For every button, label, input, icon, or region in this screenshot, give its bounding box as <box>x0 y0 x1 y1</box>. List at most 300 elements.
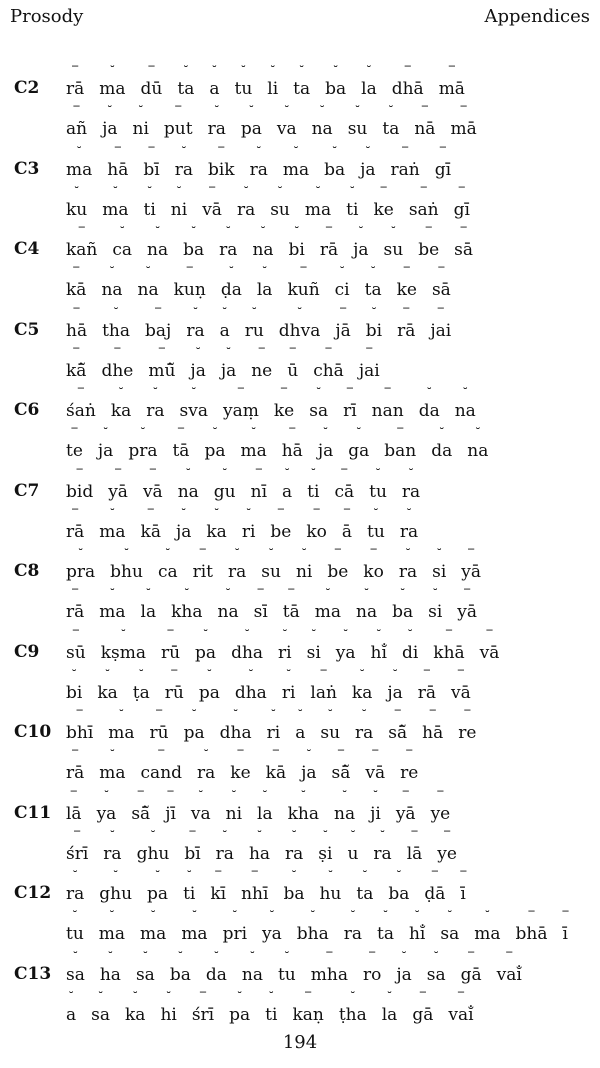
short-mark: ˘ <box>349 828 356 843</box>
short-mark: ˘ <box>401 949 408 964</box>
verse-line <box>66 144 594 180</box>
syllable: ˘ ma <box>140 909 167 944</box>
short-mark: ˘ <box>365 64 372 78</box>
syllable: ‾ re <box>400 748 419 783</box>
syllable: ˘ ni <box>295 547 313 582</box>
syllable: ‾ rī <box>343 386 357 421</box>
short-mark: ˘ <box>180 506 187 521</box>
syllable: ˘ ca <box>112 225 133 260</box>
syllable: ˘ ha <box>248 828 271 864</box>
verse-c2 <box>0 62 600 143</box>
short-mark: ˘ <box>213 949 220 964</box>
short-mark: ˘ <box>132 989 139 1004</box>
short-mark: ˘ <box>250 426 257 440</box>
syllable: ‾ vai̐ <box>496 949 522 985</box>
syllable: ˘ sa <box>135 949 155 985</box>
short-mark: ˘ <box>77 547 84 561</box>
syllable: ‾ rā <box>66 587 85 622</box>
syllable: ‾ chā <box>313 345 344 381</box>
syllable: ˘ sa <box>426 949 446 985</box>
syllable: ‾ rā <box>66 64 85 99</box>
short-mark: ˘ <box>293 225 300 239</box>
short-mark: ˘ <box>206 667 213 682</box>
syllable: ˘ na <box>334 788 356 824</box>
verse-c5 <box>0 304 600 385</box>
syllable: ˘ da <box>205 949 227 985</box>
long-mark: ‾ <box>397 426 404 440</box>
syllable: ‾ ne <box>251 345 273 381</box>
long-mark: ‾ <box>460 104 467 118</box>
verse-line <box>66 386 594 421</box>
long-mark: ‾ <box>366 345 373 360</box>
long-mark: ‾ <box>337 748 344 762</box>
long-mark: ‾ <box>372 748 379 762</box>
short-mark: ˘ <box>221 828 228 843</box>
syllable: ˘ la <box>256 265 273 300</box>
long-mark: ‾ <box>445 627 452 642</box>
short-mark: ˘ <box>359 667 366 682</box>
short-mark: ˘ <box>228 265 235 279</box>
short-mark: ˘ <box>104 667 111 682</box>
syllable: ˘ ta <box>377 909 394 944</box>
syllable: ˘ ja <box>102 104 118 139</box>
syllable: ‾ bī <box>184 828 201 864</box>
syllable: ˘ ni <box>225 788 243 824</box>
verse-line <box>66 869 594 904</box>
syllable: ˘ ta <box>382 104 400 139</box>
verse-c12 <box>0 867 600 948</box>
long-mark: ‾ <box>429 708 436 722</box>
short-mark: ˘ <box>408 466 415 481</box>
short-mark: ˘ <box>225 587 232 601</box>
syllable: ‾ ko <box>306 506 327 542</box>
long-mark: ‾ <box>73 265 80 279</box>
short-mark: ˘ <box>327 708 334 722</box>
syllable: ˘ ma <box>66 144 93 180</box>
syllable: ˘ pa <box>195 627 217 663</box>
verse-label: C10 <box>14 722 52 742</box>
syllable: ˘ ma <box>474 909 501 944</box>
syllable: ˘ ti <box>143 184 156 220</box>
syllable: ‾ gā <box>460 949 482 985</box>
short-mark: ˘ <box>404 547 411 561</box>
syllable: ˘ ka <box>125 989 146 1025</box>
short-mark: ˘ <box>291 828 298 843</box>
syllable: ˘ ra <box>373 828 392 864</box>
short-mark: ˘ <box>438 426 445 440</box>
syllable: ˘ pra <box>128 426 158 461</box>
short-mark: ˘ <box>349 989 356 1004</box>
long-mark: ‾ <box>255 466 262 481</box>
syllable: ˘ a <box>219 305 230 341</box>
syllable: ‾ sā̃ <box>331 748 351 783</box>
short-mark: ˘ <box>118 708 125 722</box>
syllable: ˘ ta <box>293 64 311 99</box>
long-mark: ‾ <box>73 305 80 320</box>
long-mark: ‾ <box>506 949 513 964</box>
syllable: ˘ si <box>306 627 321 663</box>
long-mark: ‾ <box>457 667 464 682</box>
short-mark: ˘ <box>315 184 322 199</box>
syllable: ‾ cā <box>334 466 355 502</box>
short-mark: ˘ <box>72 869 79 883</box>
short-mark: ˘ <box>146 184 153 199</box>
syllable: ˘ la <box>257 788 273 824</box>
short-mark: ˘ <box>382 909 389 923</box>
verse-label: C12 <box>14 883 52 903</box>
syllable: ˘ ja <box>396 949 412 985</box>
syllable: ‾ tā <box>282 587 300 622</box>
syllable: ‾ hā <box>107 144 129 180</box>
short-mark: ˘ <box>243 184 250 199</box>
long-mark: ‾ <box>403 305 410 320</box>
short-mark: ˘ <box>298 64 305 78</box>
long-mark: ‾ <box>148 144 155 159</box>
syllable: ˘ ra <box>186 305 205 341</box>
verse-line <box>66 466 594 502</box>
short-mark: ˘ <box>225 345 232 360</box>
syllable: ˘ la <box>381 989 398 1025</box>
syllable: ˘ pa <box>240 104 262 139</box>
short-mark: ˘ <box>120 627 127 642</box>
syllable: ˘ da <box>431 426 453 461</box>
short-mark: ˘ <box>305 748 312 762</box>
verse-line <box>66 989 594 1025</box>
short-mark: ˘ <box>372 506 379 521</box>
long-mark: ‾ <box>406 748 413 762</box>
short-mark: ˘ <box>103 788 110 803</box>
syllable: ‾ rū <box>149 708 169 743</box>
syllable: ˘ a <box>282 466 293 502</box>
syllable: ˘ tu <box>369 466 387 502</box>
verse-label: C9 <box>14 641 40 662</box>
long-mark: ‾ <box>277 506 284 521</box>
short-mark: ˘ <box>177 949 184 964</box>
syllable: ˘ si <box>432 547 447 582</box>
long-mark: ‾ <box>272 748 279 762</box>
syllable: ˘ hi̐ <box>408 909 426 944</box>
short-mark: ˘ <box>433 949 440 964</box>
syllable: ˘ bi <box>288 225 305 260</box>
short-mark: ˘ <box>118 386 125 400</box>
short-mark: ˘ <box>108 265 115 279</box>
syllable: ˘ dhva <box>278 305 321 341</box>
syllable: ‾ śaṅ <box>66 386 96 421</box>
syllable: ˘ tu <box>277 949 296 985</box>
short-mark: ˘ <box>112 869 119 883</box>
syllable: ‾ jī <box>165 788 176 824</box>
syllable: ˘ ja <box>353 225 369 260</box>
syllable: ˘ va <box>276 104 297 139</box>
syllable: ˘ dha <box>234 667 267 703</box>
short-mark: ˘ <box>213 104 220 118</box>
syllable: ‾ kā <box>66 265 87 300</box>
short-mark: ˘ <box>407 627 414 642</box>
verse-label: C8 <box>14 561 40 581</box>
long-mark: ‾ <box>218 144 225 159</box>
short-mark: ˘ <box>484 909 491 923</box>
short-mark: ˘ <box>301 547 308 561</box>
short-mark: ˘ <box>379 828 386 843</box>
short-mark: ˘ <box>268 989 275 1004</box>
syllable: ‾ yaṃ <box>222 386 259 421</box>
verse-label: C6 <box>14 400 40 420</box>
short-mark: ˘ <box>232 708 239 722</box>
long-mark: ‾ <box>155 305 162 320</box>
long-mark: ‾ <box>251 869 258 883</box>
syllable: ˘ ra <box>399 506 419 542</box>
syllable: ‾ baj <box>145 305 172 341</box>
syllable: ˘ ja <box>387 667 403 703</box>
short-mark: ˘ <box>203 748 210 762</box>
verse-c11 <box>0 787 600 868</box>
syllable: ˘ si <box>428 587 443 622</box>
syllable: ‾ jai <box>358 345 380 381</box>
short-mark: ˘ <box>268 547 275 561</box>
syllable: ˘ la <box>140 587 157 622</box>
long-mark: ‾ <box>288 587 295 601</box>
short-mark: ˘ <box>249 949 256 964</box>
syllable: ˘ gu <box>213 466 236 502</box>
long-mark: ‾ <box>77 386 84 400</box>
short-mark: ˘ <box>109 64 116 78</box>
long-mark: ‾ <box>114 144 121 159</box>
long-mark: ‾ <box>281 386 288 400</box>
syllable: ˘ ku <box>66 184 88 220</box>
long-mark: ‾ <box>457 989 464 1004</box>
syllable: ˘ ha <box>99 949 121 985</box>
syllable: ‾ lā <box>406 828 423 864</box>
long-mark: ‾ <box>147 506 154 521</box>
syllable: ‾ vā <box>142 466 163 502</box>
syllable: ‾ gī <box>434 144 452 180</box>
short-mark: ˘ <box>414 909 421 923</box>
short-mark: ˘ <box>191 909 198 923</box>
syllable: ˘ sa <box>309 386 329 421</box>
syllable: ˘ ka <box>206 506 227 542</box>
short-mark: ˘ <box>185 466 192 481</box>
short-mark: ˘ <box>145 587 152 601</box>
syllable: ˘ na <box>311 104 333 139</box>
long-mark: ‾ <box>420 184 427 199</box>
long-mark: ‾ <box>404 64 411 78</box>
syllable: ‾ raṅ <box>390 144 420 180</box>
syllable: ˘ ṭha <box>338 989 367 1025</box>
long-mark: ‾ <box>425 225 432 239</box>
syllable: ‾ hā <box>66 305 88 341</box>
verse-line <box>66 909 594 944</box>
syllable: ‾ yā <box>461 547 482 582</box>
short-mark: ˘ <box>197 788 204 803</box>
long-mark: ‾ <box>325 345 332 360</box>
syllable: ˘ pa <box>147 869 169 904</box>
syllable: ‾ sū <box>66 627 86 663</box>
verse-label: C5 <box>14 319 40 340</box>
long-mark: ‾ <box>402 788 409 803</box>
syllable: ˘ na <box>137 265 159 300</box>
long-mark: ‾ <box>74 828 81 843</box>
long-mark: ‾ <box>72 64 79 78</box>
short-mark: ˘ <box>446 909 453 923</box>
syllable: ˘ da <box>418 386 440 421</box>
syllable: ˘ ya <box>335 627 356 663</box>
short-mark: ˘ <box>354 104 361 118</box>
short-mark: ˘ <box>270 708 277 722</box>
verse-line <box>66 345 594 381</box>
syllable: ‾ be <box>327 547 349 582</box>
syllable: ‾ rā <box>397 305 416 341</box>
syllable: ˘ ja <box>360 144 376 180</box>
syllable: ˘ bhu <box>110 547 143 582</box>
long-mark: ‾ <box>431 869 438 883</box>
verse-label: C7 <box>14 480 40 501</box>
syllable: ‾ rā <box>66 748 85 783</box>
syllable: ‾ vai̐ <box>448 989 474 1025</box>
short-mark: ˘ <box>138 667 145 682</box>
syllable: ‾ bhī <box>66 708 94 743</box>
syllable: ˘ ba <box>324 144 346 180</box>
short-mark: ˘ <box>221 305 228 320</box>
verse-line <box>66 788 594 824</box>
syllable: ‾ rū <box>164 667 184 703</box>
syllable: ˘ bi <box>66 667 83 703</box>
syllable: ˘ su <box>347 104 368 139</box>
verse-line <box>66 426 594 461</box>
syllable: ˘ ka <box>110 386 132 421</box>
short-mark: ˘ <box>290 869 297 883</box>
short-mark: ˘ <box>281 627 288 642</box>
short-mark: ˘ <box>361 708 368 722</box>
long-mark: ‾ <box>73 345 80 360</box>
syllable: ˘ na <box>356 587 378 622</box>
syllable: ˘ tu <box>66 909 84 944</box>
syllable: ‾ dū <box>140 64 163 99</box>
syllable: ‾ dhe <box>101 345 134 381</box>
syllable: ‾ yā <box>108 466 128 502</box>
long-mark: ‾ <box>444 828 451 843</box>
short-mark: ˘ <box>247 667 254 682</box>
long-mark: ‾ <box>320 667 327 682</box>
long-mark: ‾ <box>340 305 347 320</box>
short-mark: ˘ <box>109 506 116 521</box>
short-mark: ˘ <box>386 989 393 1004</box>
long-mark: ‾ <box>411 828 418 843</box>
long-mark: ‾ <box>464 587 471 601</box>
verse-label: C3 <box>14 158 40 179</box>
short-mark: ˘ <box>322 828 329 843</box>
long-mark: ‾ <box>334 547 341 561</box>
syllable: ˘ ma <box>108 708 135 743</box>
long-mark: ‾ <box>369 949 376 964</box>
verse-c6 <box>0 384 600 465</box>
syllable: ˘ ṭa <box>132 667 150 703</box>
short-mark: ˘ <box>310 466 317 481</box>
syllable: ˘ ga <box>348 426 370 461</box>
short-mark: ˘ <box>230 788 237 803</box>
syllable: ‾ ro <box>362 949 382 985</box>
short-mark: ˘ <box>277 184 284 199</box>
syllable: ‾ ī <box>562 909 569 944</box>
verse-line <box>66 949 594 985</box>
syllable: ‾ nhī <box>241 869 269 904</box>
syllable: ˘ ra <box>207 104 226 139</box>
short-mark: ˘ <box>182 64 189 78</box>
syllable: ˘ ghu <box>99 869 133 904</box>
long-mark: ‾ <box>305 989 312 1004</box>
syllable: ‾ be <box>418 225 440 260</box>
short-mark: ˘ <box>164 547 171 561</box>
long-mark: ‾ <box>380 184 387 199</box>
syllable: ˘ ra <box>398 547 418 582</box>
short-mark: ˘ <box>186 869 193 883</box>
short-mark: ˘ <box>331 144 338 159</box>
short-mark: ˘ <box>142 949 149 964</box>
syllable: ˘ ti <box>183 869 196 904</box>
syllable: ˘ ra <box>146 386 165 421</box>
syllable: ˘ ma <box>99 748 126 783</box>
long-mark: ‾ <box>78 225 85 239</box>
short-mark: ˘ <box>71 667 78 682</box>
syllable: ˘ ya <box>96 788 117 824</box>
syllable: ˘ su <box>383 225 404 260</box>
verse-line <box>66 708 594 743</box>
short-mark: ˘ <box>436 547 443 561</box>
short-mark: ˘ <box>165 989 172 1004</box>
syllable: ‾ kañ <box>66 225 98 260</box>
long-mark: ‾ <box>186 265 193 279</box>
syllable: ˘ na <box>101 265 123 300</box>
short-mark: ˘ <box>300 788 307 803</box>
syllable: ˘ kha <box>287 788 320 824</box>
verse-c3 <box>0 143 600 224</box>
long-mark: ‾ <box>402 144 409 159</box>
short-mark: ˘ <box>364 144 371 159</box>
syllable: ˘ sa <box>66 949 85 985</box>
syllable: ˘ ja <box>220 345 237 381</box>
syllable: ‾ nī <box>250 466 268 502</box>
short-mark: ˘ <box>112 184 119 199</box>
short-mark: ˘ <box>245 506 252 521</box>
short-mark: ˘ <box>357 225 364 239</box>
syllable: ‾ gā <box>412 989 434 1025</box>
long-mark: ‾ <box>237 386 244 400</box>
long-mark: ‾ <box>300 265 307 279</box>
short-mark: ˘ <box>221 466 228 481</box>
syllable: ˘ pri <box>222 909 248 944</box>
syllable: ˘ ma <box>102 184 129 220</box>
short-mark: ˘ <box>370 265 377 279</box>
syllable: ‾ re <box>458 708 477 743</box>
short-mark: ˘ <box>332 64 339 78</box>
long-mark: ‾ <box>464 708 471 722</box>
long-mark: ‾ <box>171 667 178 682</box>
syllable: ˘ ja <box>97 426 114 461</box>
short-mark: ˘ <box>361 869 368 883</box>
syllable: ‾ rā <box>66 506 85 542</box>
syllable: ˘ sva <box>179 386 208 421</box>
short-mark: ˘ <box>154 225 161 239</box>
syllable: ‾ nan <box>371 386 404 421</box>
short-mark: ˘ <box>76 144 83 159</box>
long-mark: ‾ <box>448 64 455 78</box>
short-mark: ˘ <box>349 184 356 199</box>
verse-c7 <box>0 465 600 546</box>
syllable: ‾ rū <box>160 627 181 663</box>
short-mark: ˘ <box>255 144 262 159</box>
short-mark: ˘ <box>395 869 402 883</box>
syllable: ‾ put <box>163 104 193 139</box>
short-mark: ˘ <box>375 627 382 642</box>
